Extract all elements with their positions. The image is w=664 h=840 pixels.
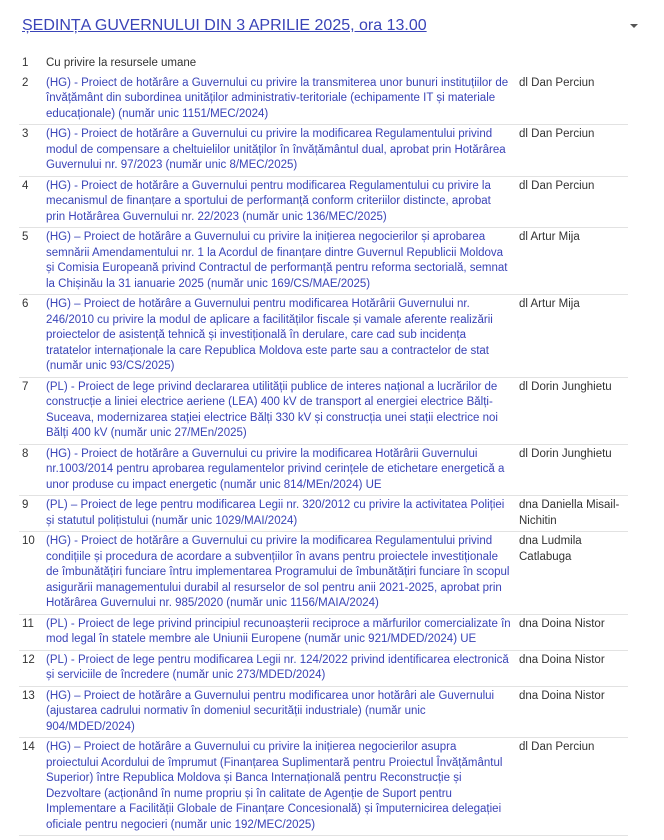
- row-responsible: dna Doina Nistor: [517, 614, 628, 650]
- row-responsible: dl Artur Mija: [517, 295, 628, 378]
- row-responsible: dl Dorin Junghietu: [517, 377, 628, 444]
- row-responsible: dl Dan Perciun: [517, 74, 628, 125]
- row-description-link[interactable]: (HG) - Proiect de hotărâre a Guvernului cu privire la modificarea Regulamentului privind modul de compensare a cheltuielilor unităților în învățământul dual, aprobat prin Hotărârea Guvernului nr. 97/2023 (număr unic 8/MEC/2025): [46, 125, 517, 177]
- row-number: 8: [19, 444, 46, 496]
- row-description-link[interactable]: (HG) - Proiect de hotărâre a Guvernului cu privire la modificarea Regulamentului privind condițiile și procedura de acordare a subvențiilor în avans pentru proiectele investiționale de îmbunătățiri funciare întru implementarea Programului de îmbunătățiri funciare în scopul asigurării managementului durabil al resurselor de sol pentru anii 2021-2025, aprobat prin Hotărârea Guvernului nr. 985/2020 (număr unic 1156/MAIA/2024): [46, 532, 517, 615]
- agenda-row: [19, 377, 628, 444]
- row-number: 14: [19, 738, 46, 836]
- agenda-row: [19, 614, 628, 650]
- row-description-link[interactable]: (HG) - Proiect de hotărâre a Guvernului pentru modificarea Regulamentului cu privire la mecanismul de finanțare a sportului de performanță conform criteriilor distincte, aprobat prin Hotărârea Guvernului nr. 22/2023 (număr unic 136/MEC/2025): [46, 176, 517, 228]
- row-responsible: [517, 54, 628, 74]
- row-number: 4: [19, 176, 46, 228]
- session-title-link[interactable]: ȘEDINȚA GUVERNULUI DIN 3 APRILIE 2025, ora 13.00: [22, 17, 427, 34]
- agenda-row: [19, 738, 628, 836]
- row-number: 10: [19, 532, 46, 615]
- row-number: 3: [19, 125, 46, 177]
- row-responsible: dna Daniella Misail-Nichitin: [517, 496, 628, 532]
- agenda-row: [19, 176, 628, 228]
- row-number: 2: [19, 74, 46, 125]
- row-responsible: dl Dan Perciun: [517, 176, 628, 228]
- row-number: 6: [19, 295, 46, 378]
- row-responsible: dna Doina Nistor: [517, 686, 628, 738]
- row-number: 9: [19, 496, 46, 532]
- row-description-link[interactable]: (PL) - Proiect de lege privind declararea utilității publice de interes național a lucrărilor de construcție a liniei electrice aeriene (LEA) 400 kV de transport al energiei electrice Bălți-Suceava, modernizarea stației electrice Bălți 330 kV și construcția unei stații electrice noi Bălți 400 kV (număr unic 27/MEn/2025): [46, 377, 517, 444]
- agenda-table: [19, 54, 628, 836]
- agenda-row: [19, 295, 628, 378]
- row-description-link[interactable]: (PL) – Proiect de lege pentru modificarea Legii nr. 320/2012 cu privire la activitatea Poliției și statutul polițistului (număr unic 1029/MAI/2024): [46, 496, 517, 532]
- row-responsible: dl Dan Perciun: [517, 738, 628, 836]
- row-description-link[interactable]: (HG) – Proiect de hotărâre a Guvernului pentru modificarea unor hotărâri ale Guvernului (ajustarea cadrului normativ în domeniul securității industriale) (număr unic 904/MDED/2024): [46, 686, 517, 738]
- row-description-link[interactable]: (HG) – Proiect de hotărâre a Guvernului cu privire la inițierea negocierilor și aprobarea semnării Amendamentului nr. 1 la Acordul de finanțare dintre Guvernul Republicii Moldova și Comisia Europeană privind Contractul de performanță pentru reforma sectorială, semnat la Chișinău la 31 ianuarie 2025 (număr unic 169/CS/MAE/2025): [46, 228, 517, 295]
- agenda-row: [19, 444, 628, 496]
- row-responsible: dna Doina Nistor: [517, 650, 628, 686]
- row-description-link[interactable]: (HG) – Proiect de hotărâre a Guvernului pentru modificarea Hotărârii Guvernului nr. 246/2010 cu privire la modul de aplicare a facilităților fiscale și vamale aferente realizării proiectelor de asistență tehnică și investițională în derulare, care cad sub incidența tratatelor internaționale la care Republica Moldova este parte sau a contractelor de stat (număr unic 93/CS/2025): [46, 295, 517, 378]
- chevron-down-icon[interactable]: [630, 24, 638, 28]
- agenda-row: [19, 125, 628, 177]
- row-description-link[interactable]: (PL) - Proiect de lege privind principiul recunoașterii reciproce a mărfurilor comercializate în mod legal în statele membre ale Uniunii Europene (număr unic 921/MDED/2024) UE: [46, 614, 517, 650]
- row-number: 12: [19, 650, 46, 686]
- row-number: 7: [19, 377, 46, 444]
- row-number: 11: [19, 614, 46, 650]
- row-description-link[interactable]: (PL) - Proiect de lege pentru modificarea Legii nr. 124/2022 privind identificarea electronică și serviciile de încredere (număr unic 273/MDED/2024): [46, 650, 517, 686]
- row-description-link[interactable]: (HG) - Proiect de hotărâre a Guvernului cu privire la transmiterea unor bunuri instituțiilor de învățământ din subordinea unităților administrativ-teritoriale (echipamente IT și materiale educaționale) (număr unic 1151/MEC/2024): [46, 74, 517, 125]
- row-description-link[interactable]: (HG) - Proiect de hotărâre a Guvernului cu privire la modificarea Hotărârii Guvernului nr.1003/2014 pentru aprobarea regulamentelor privind cerințele de etichetare energetică a unor produse cu impact energetic (număr unic 814/MEn/2024) UE: [46, 444, 517, 496]
- row-description-link[interactable]: (HG) – Proiect de hotărâre a Guvernului cu privire la inițierea negocierilor asupra proiectului Acordului de împrumut (Finanțarea Suplimentară pentru Proiectul Învățământul Superior) între Republica Moldova și Banca Internațională pentru Reconstrucție și Dezvoltare (acționând în nume propriu și în calitate de Agenție de Suport pentru Implementare a Facilității Globale de Finanțare Concesională) și împuternicirea delegației oficiale pentru negocieri (număr unic 192/MEC/2025): [46, 738, 517, 836]
- row-responsible: dl Dorin Junghietu: [517, 444, 628, 496]
- row-responsible: dl Dan Perciun: [517, 125, 628, 177]
- agenda-row: [19, 228, 628, 295]
- row-responsible: dl Artur Mija: [517, 228, 628, 295]
- row-description: Cu privire la resursele umane: [46, 57, 197, 69]
- agenda-header[interactable]: [22, 17, 648, 39]
- row-number: 5: [19, 228, 46, 295]
- row-number: 13: [19, 686, 46, 738]
- agenda-row: [19, 650, 628, 686]
- row-responsible: dna Ludmila Catlabuga: [517, 532, 628, 615]
- agenda-row-intro: [19, 54, 628, 74]
- agenda-row: [19, 532, 628, 615]
- agenda-row: [19, 686, 628, 738]
- agenda-row: [19, 496, 628, 532]
- agenda-row: [19, 74, 628, 125]
- row-number: 1: [22, 57, 29, 69]
